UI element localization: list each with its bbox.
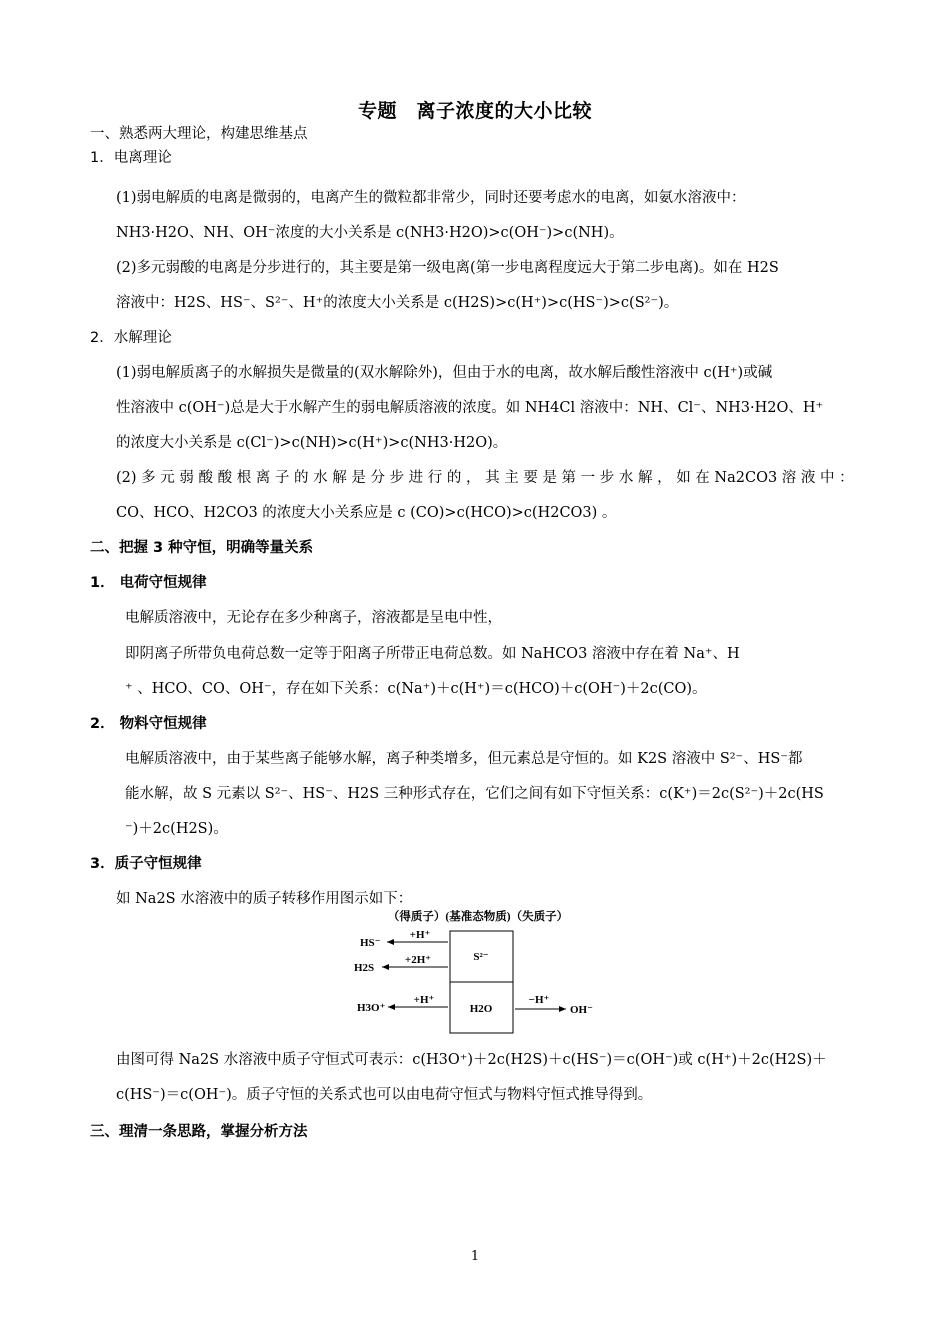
diagram-species-label: H2S <box>354 962 375 974</box>
diagram-arrow-label: +2H⁺ <box>404 954 432 966</box>
section-heading-3: 三、理清一条思路，掌握分析方法 <box>90 1124 308 1140</box>
paragraph-line: ⁺ 、HCO、CO、OH⁻，存在如下关系：c(Na⁺)＋c(H⁺)＝c(HCO)＋c(OH⁻)＋2c(CO)。 <box>125 681 707 697</box>
subheading-material-balance: 2． 物料守恒规律 <box>90 716 207 732</box>
paragraph-line: (1)弱电解质的电离是微弱的，电离产生的微粒都非常少，同时还要考虑水的电离，如氨水溶液中： <box>116 190 746 206</box>
diagram-arrow-label: +H⁺ <box>409 929 431 941</box>
section-heading-1: 一、熟悉两大理论，构建思维基点 <box>90 126 308 142</box>
proton-transfer-diagram <box>340 905 620 1040</box>
paragraph-line: 能水解，故 S 元素以 S²⁻、HS⁻、H2S 三种形式存在，它们之间有如下守恒关系：c(K⁺)＝2c(S²⁻)＋2c(HS <box>125 786 824 802</box>
subheading-ionization: 1．电离理论 <box>90 150 172 166</box>
diagram-species-label: HS⁻ <box>360 937 381 949</box>
paragraph-line: (1)弱电解质离子的水解损失是微量的(双水解除外)，但由于水的电离，故水解后酸性溶液中 c(H⁺)或碱 <box>116 365 773 381</box>
diagram-box-label: S²⁻ <box>473 951 489 963</box>
subheading-hydrolysis: 2．水解理论 <box>90 330 172 346</box>
subheading-proton-balance: 3．质子守恒规律 <box>90 856 202 872</box>
diagram-species-label: OH⁻ <box>570 1004 593 1016</box>
paragraph-line: 的浓度大小关系是 c(Cl⁻)>c(NH)>c(H⁺)>c(NH3·H2O)。 <box>116 435 508 451</box>
paragraph-line: 如 Na2S 水溶液中的质子转移作用图示如下： <box>116 891 413 907</box>
paragraph-line: 由图可得 Na2S 水溶液中质子守恒式可表示：c(H3O⁺)＋2c(H2S)＋c(HS⁻)＝c(OH⁻)或 c(H⁺)＋2c(H2S)＋ <box>116 1052 827 1068</box>
paragraph-line: ⁻)＋2c(H2S)。 <box>125 821 228 837</box>
paragraph-line: (2)多元弱酸的电离是分步进行的，其主要是第一级电离(第一步电离程度远大于第二步电离)。如在 H2S <box>116 260 779 276</box>
paragraph-line: (2) 多 元 弱 酸 酸 根 离 子 的 水 解 是 分 步 进 行 的 ， 其 主 要 是 第 一 步 水 解 ， 如 在 Na2CO3 溶 液 中 ： <box>116 470 854 486</box>
diagram-box-label: H2O <box>469 1003 493 1015</box>
paragraph-line: 即阴离子所带负电荷总数一定等于阳离子所带正电荷总数。如 NaHCO3 溶液中存在着 Na⁺、H <box>125 646 740 662</box>
subheading-charge-balance: 1． 电荷守恒规律 <box>90 575 207 591</box>
paragraph-line: 电解质溶液中，无论存在多少种离子，溶液都是呈电中性， <box>125 610 502 626</box>
paragraph-line: c(HS⁻)＝c(OH⁻)。质子守恒的关系式也可以由电荷守恒式与物料守恒式推导得到。 <box>116 1087 653 1103</box>
paragraph-line: 电解质溶液中，由于某些离子能够水解，离子种类增多，但元素总是守恒的。如 K2S 溶液中 S²⁻、HS⁻都 <box>125 751 803 767</box>
page-number: 1 <box>470 1249 480 1264</box>
paragraph-line: NH3·H2O、NH、OH⁻浓度的大小关系是 c(NH3·H2O)>c(OH⁻)>c(NH)。 <box>116 225 624 241</box>
section-heading-2: 二、把握 3 种守恒，明确等量关系 <box>90 540 314 556</box>
diagram-species-label: H3O⁺ <box>357 1002 386 1014</box>
paragraph-line: CO、HCO、H2CO3 的浓度大小关系应是 c (CO)>c(HCO)>c(H2CO3) 。 <box>116 505 617 521</box>
page-title: 专题 离子浓度的大小比较 <box>357 100 592 122</box>
diagram-header: （得质子）(基准态物质)（失质子） <box>387 911 569 923</box>
paragraph-line: 性溶液中 c(OH⁻)总是大于水解产生的弱电解质溶液的浓度。如 NH4Cl 溶液中：NH、Cl⁻、NH3·H2O、H⁺ <box>116 400 824 416</box>
diagram-arrow-label: +H⁺ <box>413 994 435 1006</box>
diagram-arrow-label: −H⁺ <box>528 994 550 1006</box>
paragraph-line: 溶液中：H2S、HS⁻、S²⁻、H⁺的浓度大小关系是 c(H2S)>c(H⁺)>c(HS⁻)>c(S²⁻)。 <box>116 295 679 311</box>
